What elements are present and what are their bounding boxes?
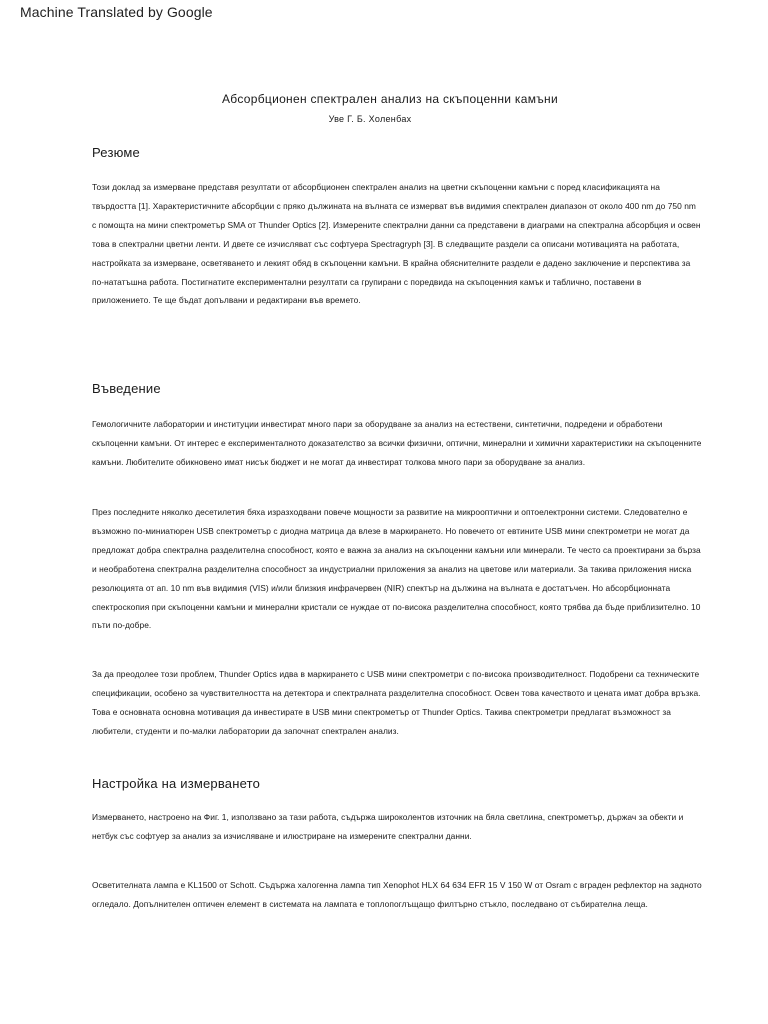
introduction-paragraph-2: През последните няколко десетилетия бяха изразходвани повече мощности за развитие на микрооптични и оптоелектронни системи. Следователно е възможно по-миниатюрен USB спектрометър с диодна матрица да влезе в маркирането. Но повечето от евтините USB мини спектрометри не могат да предложат добра спектрална разделителна способност, която е важна за анализ на скъпоценни камъни или минерали. Те често са проектирани за бърза и необработена спектрална разделителна способност за индустриални приложения за анализ на цветове или материали. За такива приложения ниска резолюцията от ап. 10 nm във видимия (VIS) и/или близкия инфрачервен (NIR) спектър на дължина на вълната е достатъчен. Но абсорбционната спектроскопия при скъпоценни камъни и минерални кристали се нуждае от по-висока разделителна способност, която трябва да бъде приблизително. 10 пъти по-добре.: [92, 507, 701, 631]
introduction-heading: Въведение: [92, 381, 161, 396]
summary-heading: Резюме: [92, 145, 140, 160]
introduction-paragraph-1: Гемологичните лаборатории и институции инвестират много пари за оборудване за анализ на естествени, синтетични, подредени и обработени скъпоценни камъни. От интерес е експерименталното доказателство за всички физични, оптични, минерални и химични характеристики на скъпоценните камъни. Любителите обикновено имат нисък бюджет и не могат да инвестират толкова много пари за оборудване за анализ.: [92, 419, 702, 467]
document-author: Уве Г. Б. Холенбах: [328, 114, 412, 124]
introduction-paragraph-3: За да преодолее този проблем, Thunder Optics идва в маркирането с USB мини спектрометри с по-висока производителност. Подобрени са техническите спецификации, особено за чувствителността на детектора и спектралната разделителна способност. Освен това качеството и цената имат добра връзка. Това е основната основна мотивация да инвестирате в USB мини спектрометър от Thunder Optics. Такива спектрометри предлагат възможност за любители, студенти и по-малки лаборатории да започнат спектрален анализ.: [92, 669, 701, 736]
setup-heading: Настройка на измерването: [92, 776, 261, 791]
setup-paragraph-2: Осветителната лампа е KL1500 от Schott. Съдържа халогенна лампа тип Xenophot HLX 64 634 EFR 15 V 150 W от Osram с вграден рефлектор на задното огледало. Допълнителен оптичен елемент в системата на лампата е топлопоглъщащо филтърно стъкло, последвано от събирателна леща.: [92, 880, 702, 909]
summary-paragraph: Този доклад за измерване представя резултати от абсорбционен спектрален анализ на цветни скъпоценни камъни с поред класификацията на твърдостта [1]. Характеристичните абсорбции с пряко дължината на вълната се измерват във видимия спектрален диапазон от около 400 nm до 750 nm с помощта на мини спектрометър SMA от Thunder Optics [2]. Измерените спектрални данни са представени в диаграми на спектрална абсорбция и освен това в спектрални цветни ленти. И двете се изчисляват със софтуера Spectragryph [3]. В следващите раздели са описани мотивацията на работата, настройката за измерване, осветяването и лекият обяд в скъпоценни камъни. В крайна обяснителните раздели е дадено заключение и перспектива за по-нататъшна работа. Постигнатите експериментални резултати са групирани с поредвида на скъпоценния камък и таблично, поставени в приложението. Те ще бъдат допълвани и редактирани във времето.: [92, 182, 701, 306]
setup-paragraph-1: Измерването, настроено на Фиг. 1, използвано за тази работа, съдържа широколентов източник на бяла светлина, спектрометър, държач за обекти и нетбук със софтуер за анализ за изчисляване и илюстриране на измерените спектрални данни.: [92, 812, 684, 841]
document-title: Абсорбционен спектрален анализ на скъпоценни камъни: [222, 92, 558, 106]
machine-translation-banner: Machine Translated by Google: [20, 4, 213, 20]
